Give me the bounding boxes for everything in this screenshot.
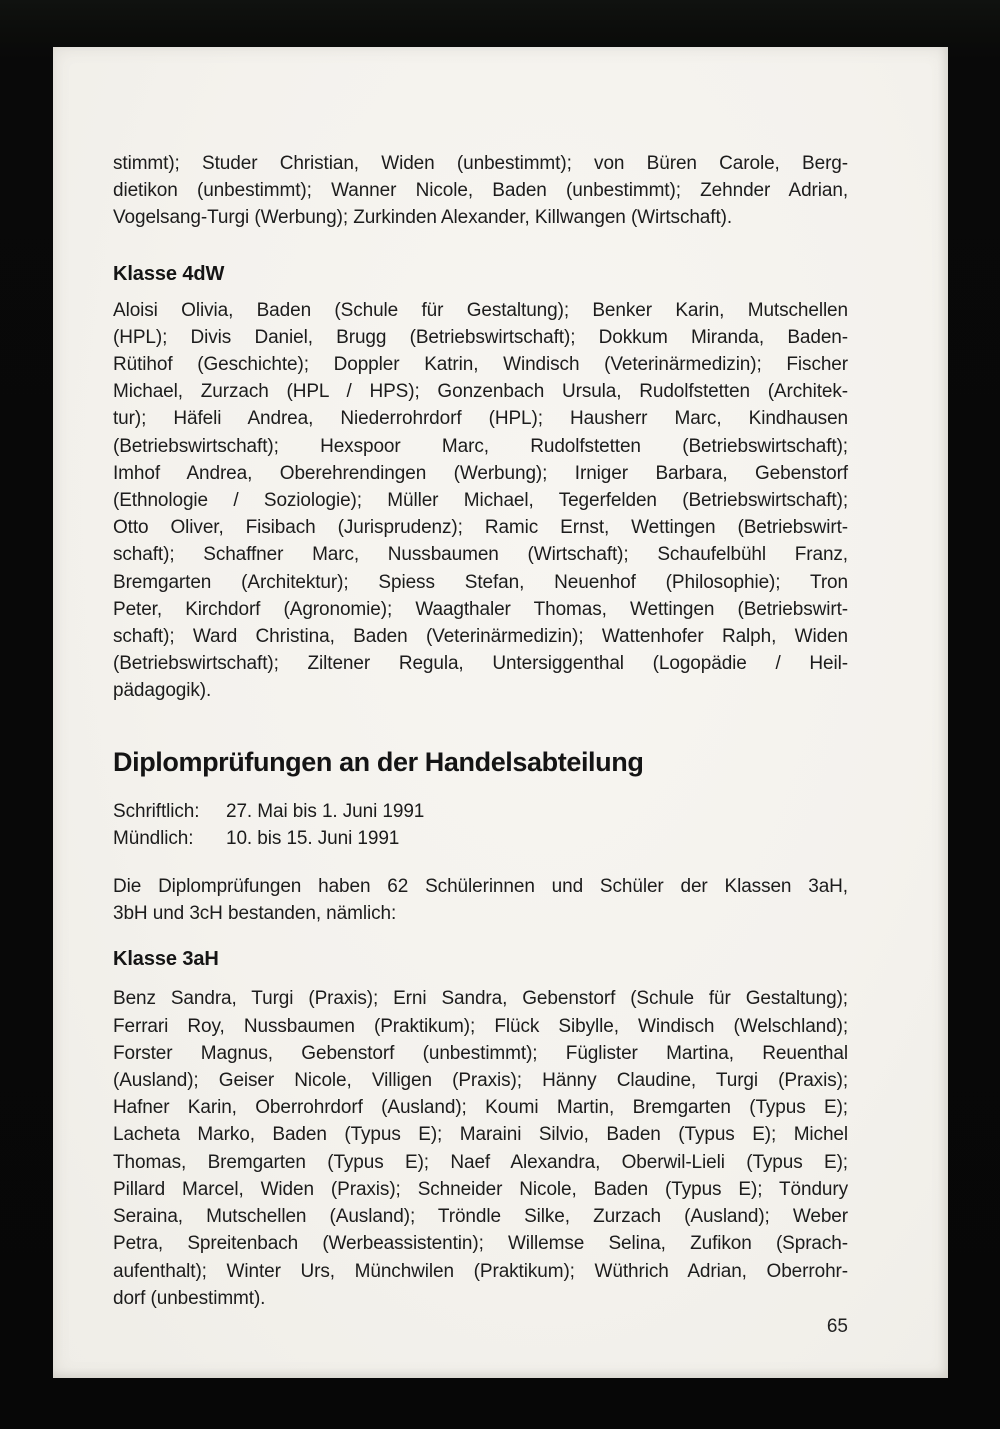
text-line: Hafner Karin, Oberrohrdorf (Ausland); Koumi Martin, Bremgarten (Typus E); xyxy=(113,1097,848,1119)
text-line: (HPL); Divis Daniel, Brugg (Betriebswirtschaft); Dokkum Miranda, Baden- xyxy=(113,326,848,348)
klasse-4dw-paragraph xyxy=(113,297,848,705)
text-line: aufenthalt); Winter Urs, Münchwilen (Praktikum); Wüthrich Adrian, Oberrohr- xyxy=(113,1260,848,1282)
text-line: Pillard Marcel, Widen (Praxis); Schneider Nicole, Baden (Typus E); Töndury xyxy=(113,1178,848,1200)
exam-row-schriftlich xyxy=(113,798,848,825)
main-heading: Diplomprüfungen an der Handelsabteilung xyxy=(113,746,644,777)
text-line: Vogelsang-Turgi (Werbung); Zurkinden Alexander, Killwangen (Wirtschaft). xyxy=(113,207,733,229)
text-line: dietikon (unbestimmt); Wanner Nicole, Baden (unbestimmt); Zehnder Adrian, xyxy=(113,180,848,202)
text-line: dorf (unbestimmt). xyxy=(113,1287,266,1309)
text-line: 3bH und 3cH bestanden, nämlich: xyxy=(113,903,397,925)
text-line: Seraina, Mutschellen (Ausland); Tröndle Silke, Zurzach (Ausland); Weber xyxy=(113,1206,848,1228)
text-line: Ferrari Roy, Nussbaumen (Praktikum); Flück Sibylle, Windisch (Welschland); xyxy=(113,1015,848,1037)
text-line: Michael, Zurzach (HPL / HPS); Gonzenbach Ursula, Rudolfstetten (Architek- xyxy=(113,381,848,403)
text-line: Peter, Kirchdorf (Agronomie); Waagthaler Thomas, Wettingen (Betriebswirt- xyxy=(113,598,848,620)
document-page xyxy=(53,47,948,1378)
exam-label-muendlich: Mündlich: xyxy=(113,827,194,849)
continued-paragraph xyxy=(113,150,848,232)
klasse-3ah-paragraph xyxy=(113,985,848,1311)
text-line: (Ausland); Geiser Nicole, Villigen (Praxis); Hänny Claudine, Turgi (Praxis); xyxy=(113,1070,848,1092)
text-line: Aloisi Olivia, Baden (Schule für Gestaltung); Benker Karin, Mutschellen xyxy=(113,299,848,321)
text-line: (Betriebswirtschaft); Ziltener Regula, Untersiggenthal (Logopädie / Heil- xyxy=(113,653,848,675)
exam-value-muendlich: 10. bis 15. Juni 1991 xyxy=(226,827,400,849)
text-line: pädagogik). xyxy=(113,680,212,702)
text-line: schaft); Schaffner Marc, Nussbaumen (Wirtschaft); Schaufelbühl Franz, xyxy=(113,544,848,566)
intro-paragraph xyxy=(113,873,848,927)
text-line: Petra, Spreitenbach (Werbeassistentin); Willemse Selina, Zufikon (Sprach- xyxy=(113,1233,848,1255)
text-line: Benz Sandra, Turgi (Praxis); Erni Sandra, Gebenstorf (Schule für Gestaltung); xyxy=(113,988,848,1010)
text-line: Bremgarten (Architektur); Spiess Stefan, Neuenhof (Philosophie); Tron xyxy=(113,571,848,593)
section-heading-klasse-3ah: Klasse 3aH xyxy=(113,948,219,971)
section-heading-klasse-4dw: Klasse 4dW xyxy=(113,262,225,285)
text-line: Die Diplomprüfungen haben 62 Schülerinnen und Schüler der Klassen 3aH, xyxy=(113,876,848,898)
text-line: Thomas, Bremgarten (Typus E); Naef Alexandra, Oberwil-Lieli (Typus E); xyxy=(113,1151,848,1173)
text-line: schaft); Ward Christina, Baden (Veterinärmedizin); Wattenhofer Ralph, Widen xyxy=(113,626,848,648)
text-line: Rütihof (Geschichte); Doppler Katrin, Windisch (Veterinärmedizin); Fischer xyxy=(113,354,848,376)
text-line: (Ethnologie / Soziologie); Müller Michael, Tegerfelden (Betriebswirtschaft); xyxy=(113,490,848,512)
text-line: (Betriebswirtschaft); Hexspoor Marc, Rudolfstetten (Betriebswirtschaft); xyxy=(113,435,848,457)
exam-label-schriftlich: Schriftlich: xyxy=(113,800,200,822)
exam-value-schriftlich: 27. Mai bis 1. Juni 1991 xyxy=(226,800,425,822)
text-line: Lacheta Marko, Baden (Typus E); Maraini Silvio, Baden (Typus E); Michel xyxy=(113,1124,848,1146)
exam-schedule xyxy=(113,798,848,852)
text-line: Forster Magnus, Gebenstorf (unbestimmt); Füglister Martina, Reuenthal xyxy=(113,1042,848,1064)
exam-row-muendlich xyxy=(113,825,848,852)
text-line: Imhof Andrea, Oberehrendingen (Werbung); Irniger Barbara, Gebenstorf xyxy=(113,462,848,484)
page-number: 65 xyxy=(826,1315,848,1337)
text-line: tur); Häfeli Andrea, Niederrohrdorf (HPL); Hausherr Marc, Kindhausen xyxy=(113,408,848,430)
text-line: stimmt); Studer Christian, Widen (unbestimmt); von Büren Carole, Berg- xyxy=(113,153,848,174)
text-line: Otto Oliver, Fisibach (Jurisprudenz); Ramic Ernst, Wettingen (Betriebswirt- xyxy=(113,517,848,539)
